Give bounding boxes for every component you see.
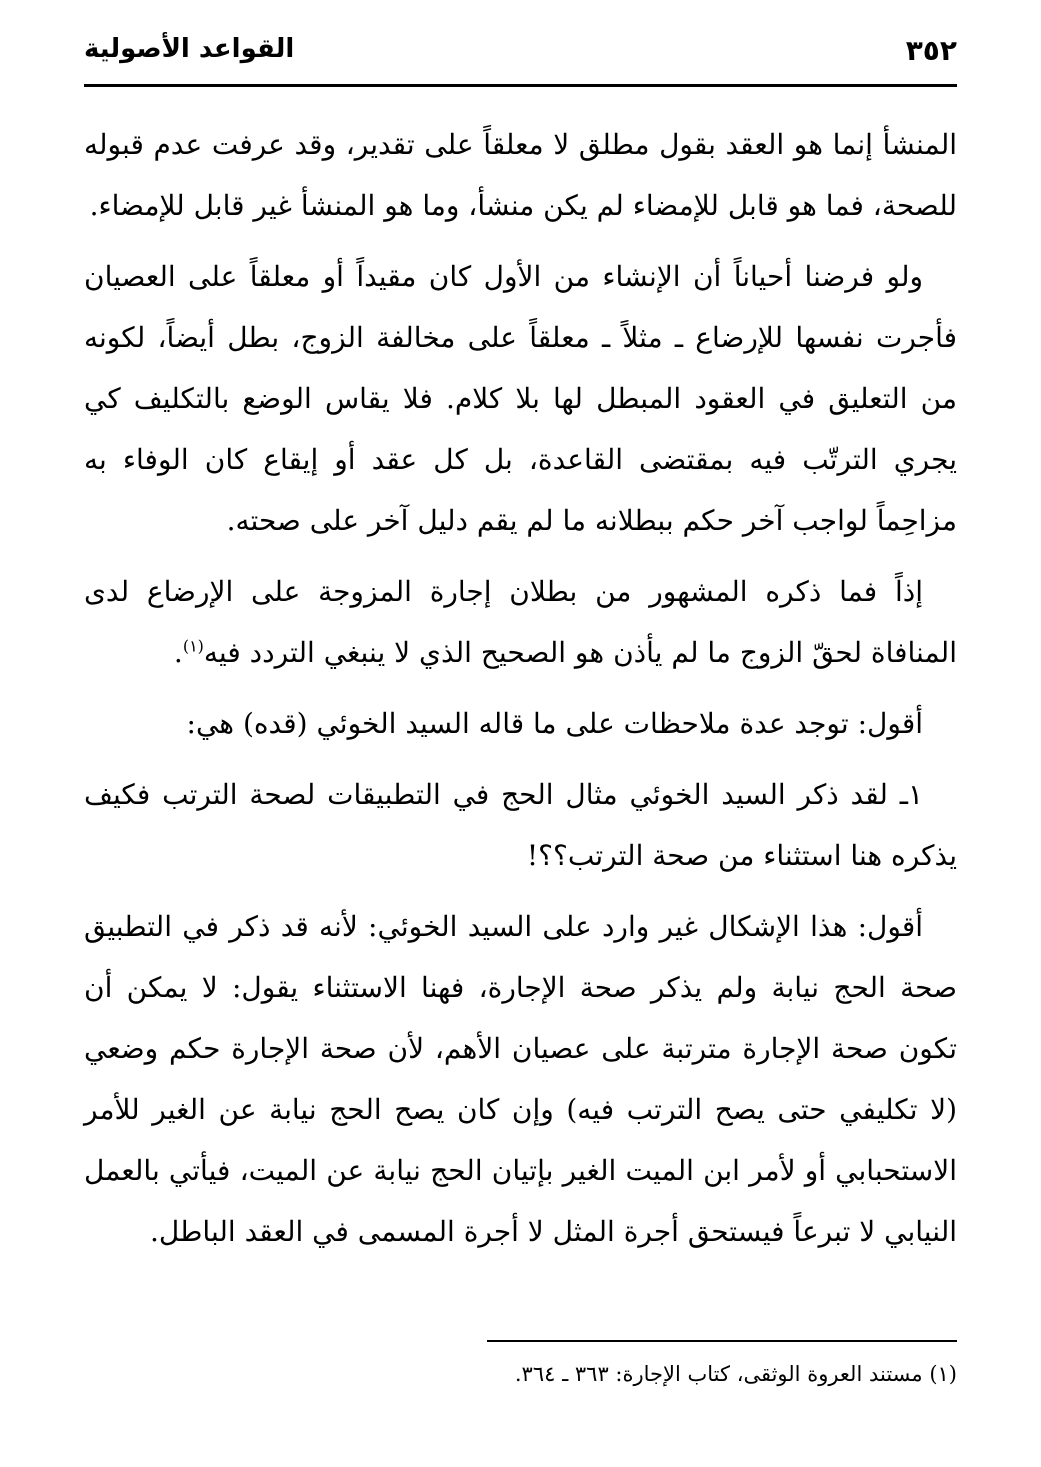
footnote-divider bbox=[487, 1340, 957, 1342]
footnote-reference[interactable]: (١) bbox=[182, 636, 204, 656]
running-title: القواعد الأصولية bbox=[84, 34, 295, 64]
paragraph-1: المنشأ إنما هو العقد بقول مطلق لا معلقاً على تقدير، وقد عرفت عدم قبوله للصحة، فما هو قابل للإمضاء لم يكن منشأ، وما هو المنشأ غير قابل للإمضاء. bbox=[84, 128, 957, 222]
paragraph-3 bbox=[84, 561, 957, 683]
page-number: ٣٥٢ bbox=[905, 34, 957, 67]
paragraph-3-end: . bbox=[173, 636, 183, 669]
page-header bbox=[84, 24, 957, 84]
paragraph-4: أقول: توجد عدة ملاحظات على ما قاله السيد الخوئي (قده) هي: bbox=[186, 707, 923, 740]
paragraph-3-text: إذاً فما ذكره المشهور من بطلان إجارة المزوجة على الإرضاع لدى المنافاة لحقّ الزوج ما لم يأذن هو الصحيح الذي لا ينبغي التردد فيه bbox=[84, 575, 957, 669]
main-text bbox=[84, 114, 957, 1272]
paragraph-2: ولو فرضنا أحياناً أن الإنشاء من الأول كان مقيداً أو معلقاً على العصيان فأجرت نفسها للإرضاع ـ مثلاً ـ معلقاً على مخالفة الزوج، بطل أيضاً، لكونه من التعليق في العقود المبطل لها بلا كلام. فلا يقاس الوضع بالتكليف كي يجري الترتّب فيه بمقتضى القاعدة، بل كل عقد أو إيقاع كان الوفاء به مزاحِماً لواجب آخر حكم ببطلانه ما لم يقم دليل آخر على صحته. bbox=[84, 260, 957, 537]
paragraph-5: ١ـ لقد ذكر السيد الخوئي مثال الحج في التطبيقات لصحة الترتب فكيف يذكره هنا استثناء من صحة الترتب؟؟! bbox=[84, 778, 957, 872]
paragraph-6: أقول: هذا الإشكال غير وارد على السيد الخوئي: لأنه قد ذكر في التطبيق صحة الحج نيابة ولم يذكر صحة الإجارة، فهنا الاستثناء يقول: لا يمكن أن تكون صحة الإجارة مترتبة على عصيان الأهم، لأن صحة الإجارة حكم وضعي (لا تكليفي حتى يصح الترتب فيه) وإن كان يصح الحج نيابة عن الغير للأمر الاستحبابي أو لأمر ابن الميت الغير بإتيان الحج نيابة عن الميت، فيأتي بالعمل النيابي لا تبرعاً فيستحق أجرة المثل لا أجرة المسمى في العقد الباطل. bbox=[84, 910, 957, 1248]
header-divider bbox=[84, 84, 957, 87]
footnote: (١) مستند العروة الوثقى، كتاب الإجارة: ٣٦٣ ـ ٣٦٤. bbox=[514, 1362, 957, 1386]
